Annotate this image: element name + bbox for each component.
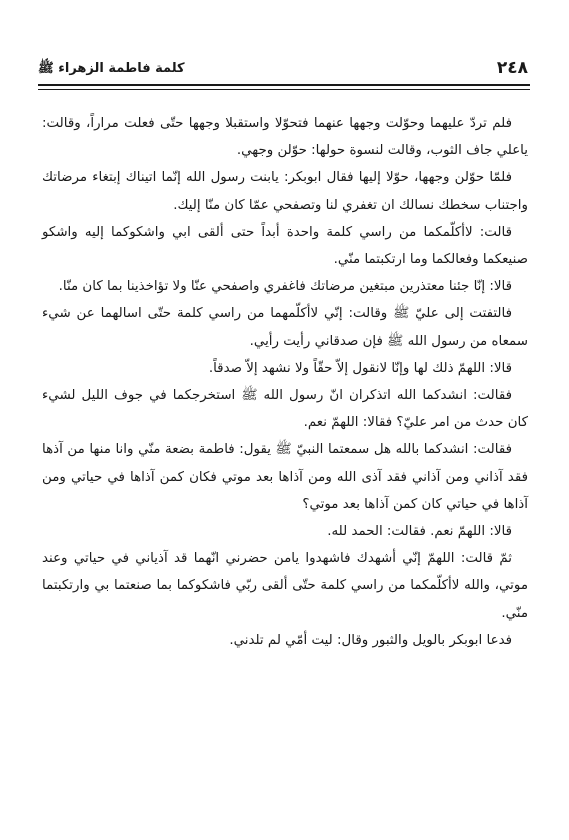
paragraph: فلم تردّ عليهما وحوّلت وجهها عنهما فتحوّلا واستقبلا وجهها حتّى فعلت مراراً، وقالت: ياعلي جاف الثوب، وقالت لنسوة حولها: حوّلن وجهي. (42, 116, 528, 159)
page-header (38, 58, 528, 80)
paragraph: ثمّ قالت: اللهمّ إنّي أشهدك فاشهدوا يامن حضرني انّهما قد آذياني في حياتي وعند موتي، والله لاأكلّمكما من راسي كلمة حتّى ألقى ربّي فاشكوكما بما صنعتما بي وارتكبتما منّي. (42, 551, 528, 621)
header-rule-thick (38, 84, 530, 86)
page-number: ٢٤٨ (496, 58, 528, 78)
paragraph: فقالت: انشدكما بالله هل سمعتما النبيّ ﷺ يقول: فاطمة بضعة منّي وانا منها من آذها فقد آذاني ومن آذاني فقد آذى الله ومن آذاها بعد موتي فكان كمن آذاها في حياتي ومن آذاها في حياتي كان كمن آذاها بعد موتي؟ (42, 442, 528, 512)
running-title: كلمة فاطمة الزهراء ﷺ (38, 61, 185, 76)
paragraph: فدعا ابوبكر بالويل والثبور وقال: ليت أمّي لم تلدني. (229, 632, 512, 648)
paragraph: فالتفتت إلى عليّ ﷺ وقالت: إنّي لاأكلّمهما من راسي كلمة حتّى اسالهما عن شيء سمعاه من رسول الله ﷺ فإن صدقاني رأيت رأيي. (42, 306, 528, 349)
paragraph: فلمّا حوّلن وجهها، حوّلا إليها فقال ابوبكر: يابنت رسول الله إنّما اتيناك إبتغاء مرضاتك واجتناب سخطك نسالك ان تغفري لنا وتصفحي عمّا كان منّا إليك. (42, 170, 528, 213)
body-text (42, 110, 528, 654)
paragraph: قالا: إنّا جئنا معتذرين مبتغين مرضاتك فاغفري واصفحي عنّا ولا تؤاخذينا بما كان منّا. (58, 279, 512, 295)
paragraph: قالا: اللهمّ نعم. فقالت: الحمد لله. (327, 524, 512, 540)
header-rule-thin (38, 89, 530, 90)
paragraph: قالت: لاأكلّمكما من راسي كلمة واحدة أبداً حتى ألقى ابي واشكوكما إليه واشكو صنيعكما وفعالكما وما ارتكبتما منّي. (42, 224, 528, 268)
paragraph: فقالت: انشدكما الله اتذكران انّ رسول الله ﷺ استخرجكما في جوف الليل لشيء كان حدث من امر عليّ؟ فقالا: اللهمّ نعم. (42, 388, 528, 431)
paragraph: قالا: اللهمّ ذلك لها وإنّا لانقول إلاّ حقّاً ولا نشهد إلاّ صدقاً. (208, 360, 512, 376)
